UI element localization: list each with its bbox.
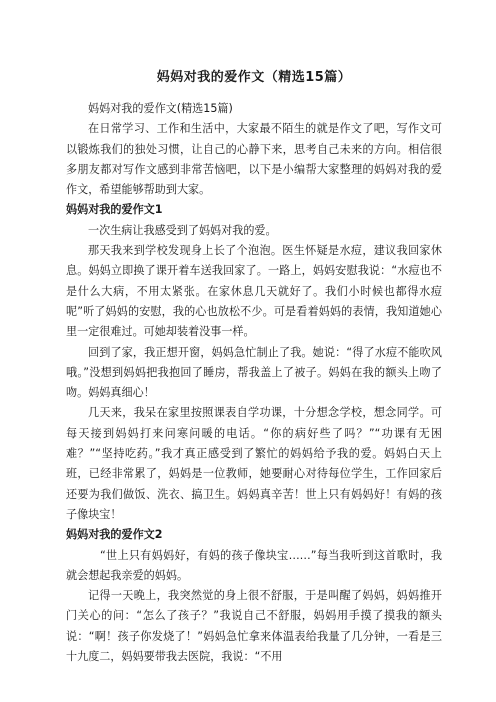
section-1-paragraph: 几天来，我呆在家里按照课表自学功课，十分想念学校，想念同学。可每天接到妈妈打来问寒问暖的电话。“你的病好些了吗？”“功课有无困难？”“坚持吃药。”我才真正感受到了繁忙的妈妈给予我的爱。妈妈白天上班，已经非常累了，妈妈是一位教师，她要耐心对待每位学生，工作回家后还要为我们做饭、洗衣、搞卫生。妈妈真辛苦！世上只有妈妈好！有妈的孩子像块宝！ [66, 406, 442, 521]
section-heading-2: 妈妈对我的爱作文2 [66, 528, 163, 542]
intro-paragraph: 在日常学习、工作和生活中，大家最不陌生的就是作文了吧，写作文可以锻炼我们的独处习惯，让自己的心静下来，思考自己未来的方向。相信很多朋友都对写作文感到非常苦恼吧，以下是小编帮大家整理的妈妈对我的爱作文，希望能够帮助到大家。 [66, 122, 442, 197]
section-2-paragraph: 记得一天晚上，我突然觉的身上很不舒服，于是叫醒了妈妈，妈妈推开门关心的问：“怎么了孩子？”我说自己不舒服，妈妈用手摸了摸我的额头说：“啊！孩子你发烧了！”妈妈急忙拿来体温表给我量了几分钟，一看是三十九度二，妈妈要带我去医院，我说：“不用 [66, 589, 442, 664]
intro-subtitle: 妈妈对我的爱作文(精选15篇) [88, 102, 233, 115]
section-2-paragraph: “世上只有妈妈好，有妈的孩子像块宝……”每当我听到这首歌时，我就会想起我亲爱的妈妈。 [66, 548, 442, 582]
section-heading-1: 妈妈对我的爱作文1 [66, 203, 163, 217]
section-1-paragraph: 回到了家，我正想开窗，妈妈急忙制止了我。她说：“得了水痘不能吹风哦。”没想到妈妈把我抱回了睡房，帮我盖上了被子。妈妈在我的额头上吻了吻。妈妈真细心！ [66, 345, 442, 400]
section-1-paragraph: 那天我来到学校发现身上长了个泡泡。医生怀疑是水痘，建议我回家休息。妈妈立即换了课开着车送我回家了。一路上，妈妈安慰我说：“水痘也不是什么大病，不用太紧张。在家休息几天就好了。我们小时候也都得水痘呢”听了妈妈的安慰，我的心也放松不少。可是看着妈妈的表情，我知道她心里一定很难过。可她却装着没事一样。 [66, 244, 442, 339]
document-title: 妈妈对我的爱作文（精选15篇） [156, 70, 352, 85]
section-1-paragraph: 一次生病让我感受到了妈妈对我的爱。 [88, 223, 277, 237]
